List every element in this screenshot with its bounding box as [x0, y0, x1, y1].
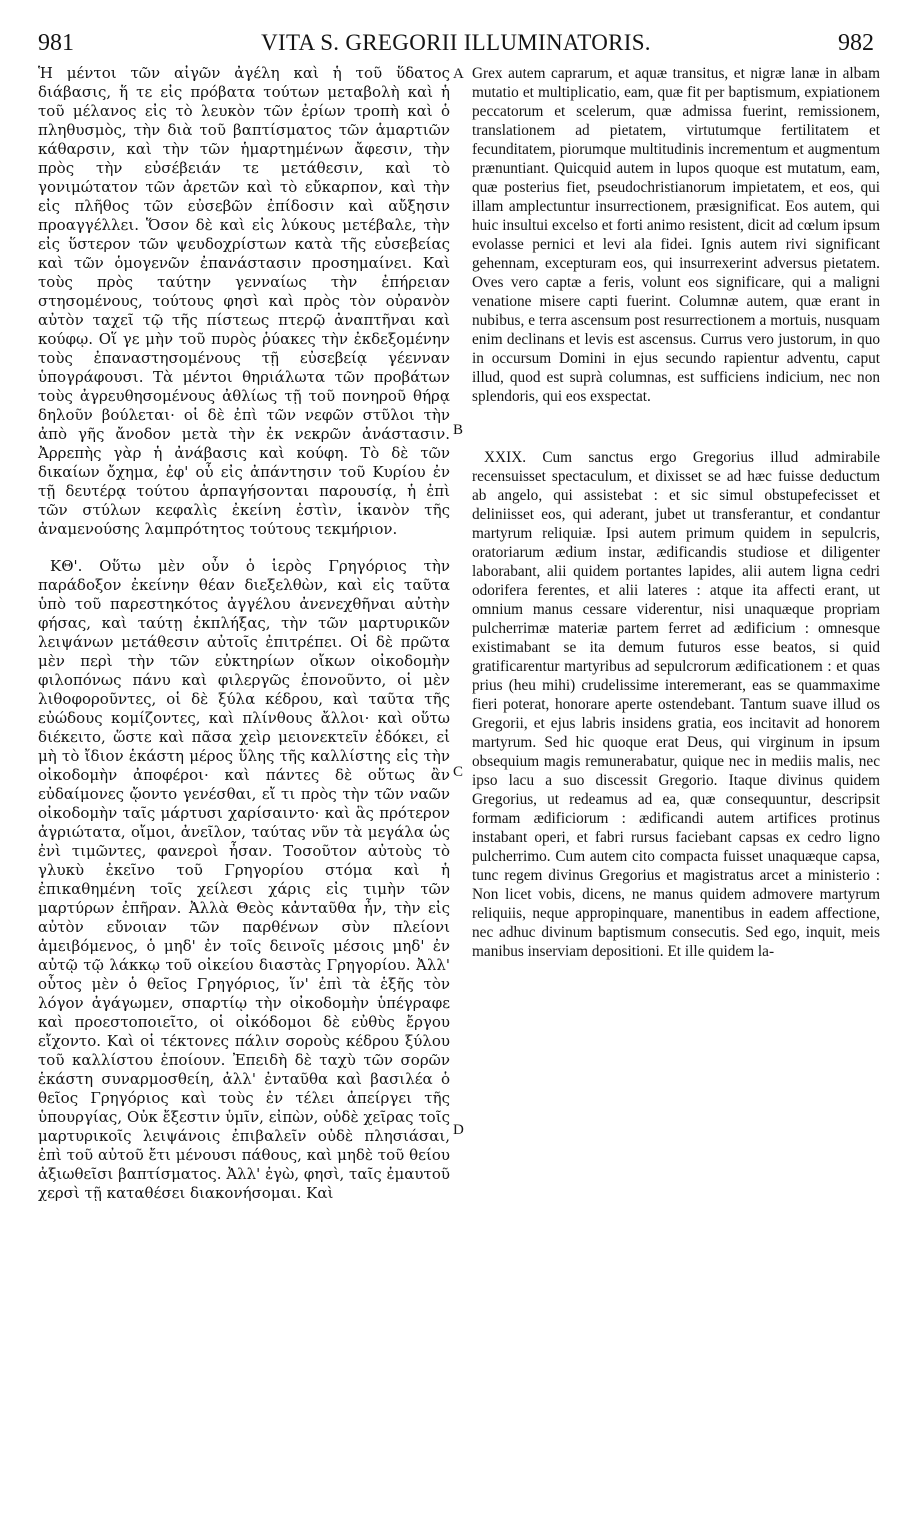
latin-paragraph: XXIX. Cum sanctus ergo Gregorius illud admirabile recensuisset spectaculum, et dixisset se ad hæc fuisse deductum ab angelo, qui assistebat : et sic simul obstupefecisset et deliniisset eos, qui aderant, jubet ut transferantur, et condantur martyrum reliquiæ. Ipsi autem primum quidem in sepulcris, oratoriarum ædium instar, ædificandis studiose et diligenter laborabant, alii quidem portantes lapides, alii autem ligna cedri odorifera ferentes, et alii lateres : atque ita affecti erant, ut omnium manus cessare viderentur, nisi unaquæque propriam pulcherrimæ materiæ partem ferret ad ædificium : omnesque existimabant se ita demum futuros esse beatos, si quid gratificarentur martyribus ad sepulcrorum ædificationem : et quas prius (heu mihi) crudelissime interemerant, eas se quammaxime fieri poterat, honorare aperte ostendebant. Tantum suave illud os Gregorii, et ejus labris insidens gratia, eos incitavit ad honorem martyrum. Sed hic quoque erat Deus, qui virginum in ipsum obsequium magis remunerabatur, quique nec in mediis malis, nec ipso lacu a suo discessit Gregorio. Itaque divinus quidem Gregorius, ut redeamus ad ea, quæ consequuntur, descripsit formam ædificiorum : ædificandi autem artifices protinus instabant operi, et fabri rursus faciebant capsas ex cedro ligno pulcherrimo. Cum autem cito compacta fuisset unaquæque capsa, tunc regem divinus Gregorius et magistratus arcet a ministerio : Non licet vobis, dicens, ne manus quidem admovere martyrum reliquiis, neque appropinquare, manentibus in eadem affectione, nec adhuc divinum baptismum consecutis. Sed ego, inquit, meis manibus inserviam depositioni. Et ille quidem la- [472, 449, 880, 960]
margin-marker: D [453, 1122, 464, 1138]
left-page-number: 981 [38, 30, 74, 56]
greek-paragraph: ΚΘ'. Οὕτω μὲν οὖν ὁ ἱερὸς Γρηγόριος τὴν παράδοξον ἐκείνην θέαν διεξελθὼν, καὶ εἰς ταῦτα ὑπὸ τοῦ παρεστηκότος ἀγγέλου ἀνενεχθῆναι αὐτὴν φήσας, καὶ ταύτῃ ἐκπλήξας, τὴν τῶν μαρτυρικῶν λειψάνων μετάθεσιν αὐτοῖς ἐπιτρέπει. Οἱ δὲ πρῶτα μὲν περὶ τὴν τῶν εὐκτηρίων οἴκων οἰκοδομὴν φιλοπόνως πάνυ καὶ φιλεργῶς ἐπονοῦντο, οἱ μὲν λιθοφοροῦντες, οἱ δὲ ξύλα κέδρου, καὶ ταῦτα τῆς εὐώδους κομίζοντες, καὶ πλίνθους ἄλλοι· καὶ οὕτω διέκειτο, ὥστε καὶ πᾶσα χεὶρ μειονεκτεῖν ἐδόκει, εἰ μὴ τὸ ἴδιον ἑκάστη μέρος ὕλης τῆς καλλίστης εἰς τὴν οἰκοδομὴν ἀποφέροι· καὶ πάντες δὲ οὕτως ἂν εὐδαίμονες ᾤοντο γενέσθαι, εἴ τι πρὸς τὴν τῶν ναῶν οἰκοδομὴν ταῖς μάρτυσι χαρίσαιντο· καὶ ἃς πρότερον ἀγριώτατα, οἴμοι, ἀνεῖλον, ταύτας νῦν τὰ μεγάλα ὡς ἐνὶ τιμῶντες, φανεροὶ ἦσαν. Τοσοῦτον αὐτοὺς τὸ γλυκὺ ἐκεῖνο τοῦ Γρηγορίου στόμα καὶ ἡ ἐπικαθημένη τοῖς χείλεσι χάρις εἰς τιμὴν τῶν μαρτύρων ἐπῆραν. Ἀλλὰ Θεὸς κἀνταῦθα ἦν, τὴν εἰς αὐτὸν εὔνοιαν τῶν παρθένων σὺν πλείονι ἀμειβόμενος, ὁ μηδ' ἐν τοῖς δεινοῖς μέσοις μηδ' ἐν αὐτῷ τῷ λάκκῳ τοῦ οἰκείου διαστὰς Γρηγορίου. Ἀλλ' οὗτος μὲν ὁ θεῖος Γρηγόριος, ἵν' ἐπὶ τὰ ἑξῆς τὸν λόγον ἀγάγωμεν, σπαρτίῳ τὴν οἰκοδομὴν ὑπέγραφε καὶ προεστοποιεῖτο, οἱ οἰκόδομοι δὲ εὐθὺς ἔργου εἴχοντο. Καὶ οἱ τέκτονες πάλιν σοροὺς κέδρου ξύλου τοῦ καλλίστου ἐποίουν. Ἐπειδὴ δὲ ταχὺ τῶν σορῶν ἑκάστη συναρμοσθείη, ἀλλ' ἐνταῦθα καὶ βασιλέα ὁ θεῖος Γρηγόριος καὶ τοὺς ἐν τέλει ἀπείργει τῆς ὑπουργίας, Οὐκ ἔξεστιν ὑμῖν, εἰπὼν, οὐδὲ χεῖρας τοῖς μαρτυρικοῖς λειψάνοις ἐπιβαλεῖν οὐδὲ πλησιάσαι, ἐπὶ τοῦ αὐτοῦ ἔτι μένουσι πάθους, καὶ μηδὲ τοῦ θείου ἀξιωθεῖσι βαπτίσματος. Ἀλλ' ἐγὼ, φησὶ, ταῖς ἐμαυτοῦ χερσὶ τῇ καταθέσει διακονήσομαι. Καὶ [38, 557, 450, 1202]
right-page-number: 982 [838, 30, 874, 56]
latin-paragraph: Grex autem caprarum, et aquæ transitus, et nigræ lanæ in albam mutatio et multiplicatio, eam, quæ fit per baptismum, expiationem peccatorum et scelerum, quæ admissa fuerint, remissionem, translationem ad pietatem, virtutumque fertilitatem et fecunditatem, piorumque multitudinis incrementum et augmentum prænuntiant. Quicquid autem in lupos quoque est mutatum, eam, quæ posterius fiet, pseudochristianorum impietatem, et eos, qui illam amplectuntur insurrectionem, præsignificat. Eos autem, qui huic insultui excelso et forti animo resistent, dicit ad cœlum ipsum evolasse pernici et levi ala fidei. Ignis autem rivi significant gehennam, excepturam eos, qui insurrexerint adversus pietatem. Oves vero captæ a feris, volunt eos significare, qui a maligni venatione misere capti fuerint. Columnæ autem, quæ erant in nubibus, e terra ascensum post resurrectionem a mortuis, nusquam enim declinans et levis est ascensus. Currus vero justorum, in quo in occursum Domini in ejus secundo rapientur adventu, caput illud, quod est suprà columnas, est sufficiens indicium, nec non splendoris, qui eos exspectat. [472, 65, 880, 405]
greek-column [38, 64, 450, 1203]
greek-paragraph: Ἡ μέντοι τῶν αἰγῶν ἀγέλη καὶ ἡ τοῦ ὕδατος διάβασις, ἥ τε εἰς πρόβατα τούτων μεταβολὴ καὶ ἡ τοῦ μέλανος εἰς τὸ λευκὸν τῶν ἐρίων τροπὴ καὶ ὁ πληθυσμὸς, τὴν διὰ τοῦ βαπτίσματος τῶν ἁμαρτιῶν κάθαρσιν, καὶ τὴν τῶν ἡμαρτημένων ἄφεσιν, τὴν πρὸς τὴν εὐσέβειάν τε μετάθεσιν, καὶ τὸ γονιμώτατον τῶν ἀρετῶν καὶ τὸ εὔκαρπον, καὶ τὴν εἰς πλῆθος τῶν εὐσεβῶν ἐπίδοσιν καὶ αὔξησιν προαγγέλλει. Ὅσον δὲ καὶ εἰς λύκους μετέβαλε, τὴν εἰς ὕστερον τῶν ψευδοχρίστων κατὰ τῆς εὐσεβείας καὶ τῶν ὁμογενῶν ἐπανάστασιν προσημαίνει. Καὶ τοὺς πρὸς ταύτην γενναίως τὴν ἐπήρειαν στησομένους, τούτους φησὶ καὶ πρὸς τὸν οὐρανὸν αὐτὸν ταχεῖ τῷ τῆς πίστεως πτερῷ ἀναπτῆναι καὶ κούφῳ. Οἵ γε μὴν τοῦ πυρὸς ῥύακες τὴν ἐκδεξομένην τοὺς ἐπαναστησομένους τῇ εὐσεβείᾳ γέενναν ὑπογράφουσι. Τὰ μέντοι θηριάλωτα τῶν προβάτων τοὺς ἀγρευθησομένους ἀθλίως τῇ τοῦ πονηροῦ θήρᾳ δηλοῦν βούλεται· οἱ δὲ ἐπὶ τῶν νεφῶν στῦλοι τὴν ἀπὸ γῆς ἄνοδον μετὰ τὴν ἐκ νεκρῶν ἀνάστασιν. Ἀρρεπὴς γὰρ ἡ ἀνάβασις καὶ κούφη. Τὸ δὲ τῶν δικαίων ὄχημα, ἐφ' οὗ εἰς ἀπάντησιν τοῦ Κυρίου ἐν τῇ δευτέρᾳ τούτου ἁρπαγήσονται παρουσίᾳ, ἡ ἐπὶ τῶν στύλων κεφαλὶς ἐκείνη ἐστὶν, ἱκανὸν τῆς ἀναμενούσης λαμπρότητος τούτους τεκμήριον. [38, 64, 450, 538]
running-header [38, 28, 874, 60]
margin-marker: B [453, 422, 464, 438]
running-title: VITA S. GREGORII ILLUMINATORIS. [261, 30, 651, 55]
latin-column [472, 64, 880, 961]
margin-marker: A [453, 66, 464, 82]
margin-marker: C [453, 764, 464, 780]
